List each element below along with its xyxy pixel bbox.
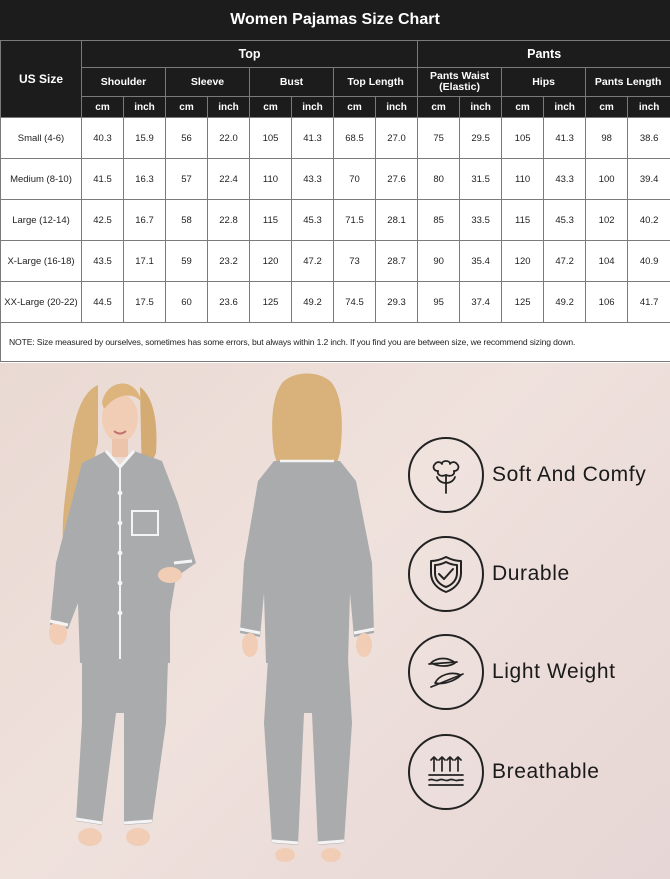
measurement-cell: 23.6 [208, 282, 250, 323]
feature-breathable [408, 734, 670, 814]
measure-header: Sleeve [166, 68, 250, 97]
measurement-cell: 28.1 [376, 200, 418, 241]
measurement-cell: 17.1 [124, 241, 166, 282]
unit-header: cm [250, 97, 292, 118]
measurement-cell: 39.4 [628, 159, 670, 200]
measurement-cell: 47.2 [292, 241, 334, 282]
size-chart [0, 0, 670, 363]
size-row [1, 282, 670, 323]
measurement-cell: 35.4 [460, 241, 502, 282]
unit-header: cm [82, 97, 124, 118]
measurement-cell: 85 [418, 200, 460, 241]
measurement-cell: 27.6 [376, 159, 418, 200]
measurement-cell: 98 [586, 118, 628, 159]
feature-soft-and-comfy [408, 437, 670, 517]
unit-header: cm [502, 97, 544, 118]
size-label: Small (4-6) [1, 118, 82, 159]
measurement-cell: 42.5 [82, 200, 124, 241]
unit-header: cm [418, 97, 460, 118]
measurement-cell: 75 [418, 118, 460, 159]
measurement-cell: 56 [166, 118, 208, 159]
measurement-cell: 29.5 [460, 118, 502, 159]
measurement-cell: 38.6 [628, 118, 670, 159]
measurement-cell: 105 [250, 118, 292, 159]
measurement-cell: 41.3 [544, 118, 586, 159]
measure-header: Shoulder [82, 68, 166, 97]
unit-header: inch [292, 97, 334, 118]
measurement-cell: 40.3 [82, 118, 124, 159]
measurement-cell: 68.5 [334, 118, 376, 159]
measurement-cell: 120 [250, 241, 292, 282]
measurement-cell: 110 [502, 159, 544, 200]
unit-header: cm [166, 97, 208, 118]
measurement-cell: 57 [166, 159, 208, 200]
measurement-cell: 49.2 [544, 282, 586, 323]
measurement-cell: 31.5 [460, 159, 502, 200]
size-row [1, 118, 670, 159]
feature-label: Breathable [492, 760, 600, 783]
size-note: NOTE: Size measured by ourselves, sometimes has some errors, but always within 1.2 inch. If you find you are between size, we recommend sizing down. [1, 323, 670, 362]
pants-group-header: Pants [418, 41, 670, 68]
measurement-cell: 74.5 [334, 282, 376, 323]
measurement-cell: 125 [502, 282, 544, 323]
size-label: Large (12-14) [1, 200, 82, 241]
unit-header: inch [208, 97, 250, 118]
measurement-cell: 73 [334, 241, 376, 282]
measurement-cell: 22.8 [208, 200, 250, 241]
unit-header: inch [544, 97, 586, 118]
size-row [1, 200, 670, 241]
note-row [1, 323, 670, 362]
measurement-cell: 41.7 [628, 282, 670, 323]
measurement-cell: 41.5 [82, 159, 124, 200]
measure-header: Bust [250, 68, 334, 97]
feather-icon [408, 634, 484, 710]
measurement-cell: 102 [586, 200, 628, 241]
unit-header: cm [334, 97, 376, 118]
measurement-cell: 22.4 [208, 159, 250, 200]
measurement-cell: 105 [502, 118, 544, 159]
measurement-cell: 28.7 [376, 241, 418, 282]
measurement-cell: 45.3 [544, 200, 586, 241]
feature-label: Soft And Comfy [492, 463, 647, 486]
model-front-view [20, 363, 240, 879]
measurement-cell: 29.3 [376, 282, 418, 323]
measurement-cell: 43.3 [292, 159, 334, 200]
measurement-cell: 41.3 [292, 118, 334, 159]
product-photo [0, 363, 670, 879]
measurement-cell: 115 [502, 200, 544, 241]
size-label: X-Large (16-18) [1, 241, 82, 282]
measurement-cell: 43.5 [82, 241, 124, 282]
unit-header: inch [460, 97, 502, 118]
measurement-cell: 40.2 [628, 200, 670, 241]
measurement-cell: 104 [586, 241, 628, 282]
us-size-header: US Size [1, 41, 82, 118]
unit-header: inch [124, 97, 166, 118]
unit-header: inch [376, 97, 418, 118]
measurement-cell: 17.5 [124, 282, 166, 323]
unit-header: inch [628, 97, 670, 118]
size-row [1, 159, 670, 200]
measurement-cell: 100 [586, 159, 628, 200]
measurement-cell: 59 [166, 241, 208, 282]
measurement-cell: 43.3 [544, 159, 586, 200]
feature-label: Light Weight [492, 660, 616, 683]
size-label: XX-Large (20-22) [1, 282, 82, 323]
cotton-icon [408, 437, 484, 513]
top-group-header: Top [82, 41, 418, 68]
measurement-cell: 22.0 [208, 118, 250, 159]
measurement-cell: 44.5 [82, 282, 124, 323]
size-row [1, 241, 670, 282]
measurement-cell: 125 [250, 282, 292, 323]
measurement-cell: 95 [418, 282, 460, 323]
measurement-cell: 106 [586, 282, 628, 323]
measurement-cell: 60 [166, 282, 208, 323]
measure-header: Top Length [334, 68, 418, 97]
feature-durable [408, 536, 670, 616]
measurement-cell: 120 [502, 241, 544, 282]
measurement-cell: 70 [334, 159, 376, 200]
measurement-cell: 80 [418, 159, 460, 200]
measurement-cell: 27.0 [376, 118, 418, 159]
measure-header: Pants Length [586, 68, 670, 97]
size-label: Medium (8-10) [1, 159, 82, 200]
measurement-cell: 16.3 [124, 159, 166, 200]
unit-header: cm [586, 97, 628, 118]
measurement-cell: 16.7 [124, 200, 166, 241]
feature-light-weight [408, 634, 670, 714]
measurement-cell: 71.5 [334, 200, 376, 241]
measurement-cell: 115 [250, 200, 292, 241]
measurement-cell: 15.9 [124, 118, 166, 159]
measure-header: Pants Waist (Elastic) [418, 68, 502, 97]
measurement-cell: 49.2 [292, 282, 334, 323]
shield-check-icon [408, 536, 484, 612]
measurement-cell: 110 [250, 159, 292, 200]
size-table [0, 40, 670, 362]
measurement-cell: 45.3 [292, 200, 334, 241]
measure-header: Hips [502, 68, 586, 97]
measurement-cell: 58 [166, 200, 208, 241]
measurement-cell: 40.9 [628, 241, 670, 282]
breathable-icon [408, 734, 484, 810]
measurement-cell: 37.4 [460, 282, 502, 323]
measurement-cell: 33.5 [460, 200, 502, 241]
measurement-cell: 90 [418, 241, 460, 282]
chart-title: Women Pajamas Size Chart [0, 0, 670, 40]
measurement-cell: 23.2 [208, 241, 250, 282]
feature-label: Durable [492, 562, 570, 585]
measurement-cell: 47.2 [544, 241, 586, 282]
